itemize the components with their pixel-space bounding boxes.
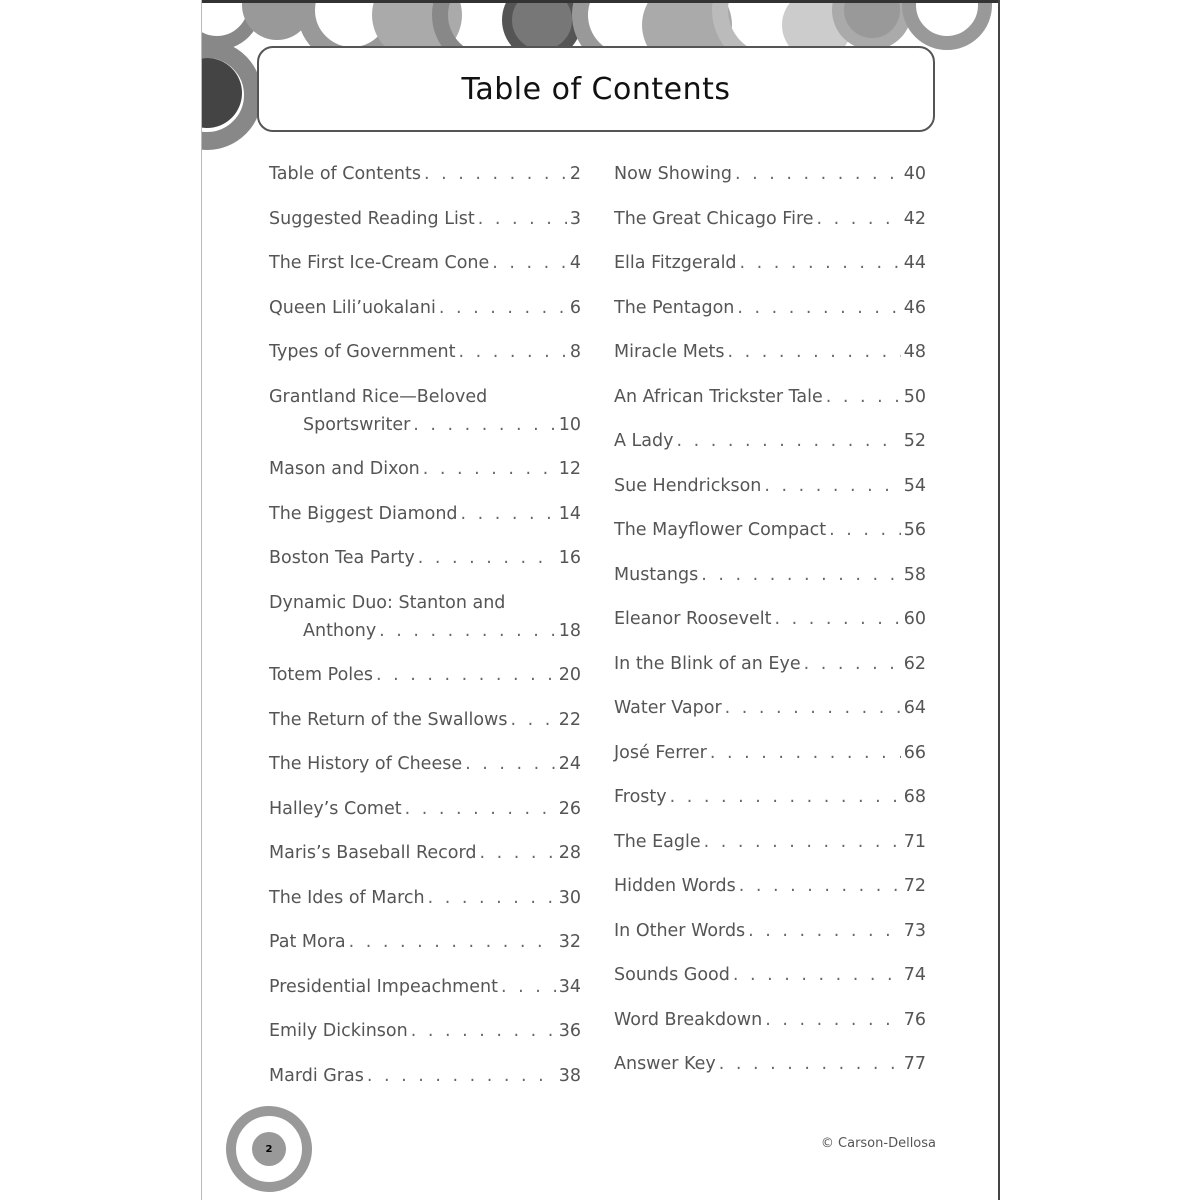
page-number: 2	[265, 1143, 273, 1155]
toc-entry: Halley’s Comet . . . 26	[269, 795, 581, 823]
toc-column-right	[614, 160, 926, 1095]
toc-entry: Totem Poles . . . 20	[269, 661, 581, 689]
toc-entry: A Lady . . . 52	[614, 427, 926, 455]
toc-column-left	[269, 160, 581, 1106]
toc-entry: The Ides of March . . . 30	[269, 884, 581, 912]
toc-entry: Types of Government . . . 8	[269, 338, 581, 366]
toc-entry: The History of Cheese . . . 24	[269, 750, 581, 778]
toc-entry: Pat Mora . . . 32	[269, 928, 581, 956]
toc-entry: An African Trickster Tale . . . 50	[614, 383, 926, 411]
toc-entry: Suggested Reading List . . . 3	[269, 205, 581, 233]
toc-entry: Now Showing . . . 40	[614, 160, 926, 188]
toc-entry: The Return of the Swallows . . . 22	[269, 706, 581, 734]
toc-entry: Emily Dickinson . . . 36	[269, 1017, 581, 1045]
toc-entry: Sounds Good . . . 74	[614, 961, 926, 989]
toc-entry: The Great Chicago Fire . . . 42	[614, 205, 926, 233]
toc-entry: The Mayflower Compact . . . 56	[614, 516, 926, 544]
toc-entry: José Ferrer . . . 66	[614, 739, 926, 767]
toc-entry: Word Breakdown . . . 76	[614, 1006, 926, 1034]
toc-entry: Boston Tea Party . . . 16	[269, 544, 581, 572]
toc-entry: Mason and Dixon . . . 12	[269, 455, 581, 483]
toc-entry: Mustangs . . . 58	[614, 561, 926, 589]
toc-entry: Sue Hendrickson . . . 54	[614, 472, 926, 500]
toc-entry: Ella Fitzgerald . . . 44	[614, 249, 926, 277]
toc-entry: Table of Contents . . . 2	[269, 160, 581, 188]
toc-entry: The First Ice-Cream Cone . . . 4	[269, 249, 581, 277]
page-title: Table of Contents	[461, 71, 731, 107]
top-border	[202, 0, 998, 3]
toc-entry: The Eagle . . . 71	[614, 828, 926, 856]
document-page	[201, 0, 1000, 1200]
toc-entry: Eleanor Roosevelt . . . 60	[614, 605, 926, 633]
toc-entry: Hidden Words . . . 72	[614, 872, 926, 900]
toc-entry: The Biggest Diamond . . . 14	[269, 500, 581, 528]
toc-entry: In the Blink of an Eye . . . 62	[614, 650, 926, 678]
toc-entry: Maris’s Baseball Record . . . 28	[269, 839, 581, 867]
toc-entry: Mardi Gras . . . 38	[269, 1062, 581, 1090]
toc-entry: In Other Words . . . 73	[614, 917, 926, 945]
toc-entry: Dynamic Duo: Stanton and Anthony . . . 18	[269, 589, 581, 645]
toc-entry: Queen Lili’uokalani . . . 6	[269, 294, 581, 322]
toc-entry: Miracle Mets . . . 48	[614, 338, 926, 366]
toc-entry: Presidential Impeachment . . . 34	[269, 973, 581, 1001]
toc-entry: Grantland Rice—Beloved Sportswriter . . . 10	[269, 383, 581, 439]
copyright: © Carson-Dellosa	[820, 1136, 936, 1151]
toc-entry: Water Vapor . . . 64	[614, 694, 926, 722]
toc-entry: Answer Key . . . 77	[614, 1050, 926, 1078]
page-number-badge	[226, 1106, 312, 1192]
toc-entry: The Pentagon . . . 46	[614, 294, 926, 322]
toc-entry: Frosty . . . 68	[614, 783, 926, 811]
title-banner	[257, 46, 935, 132]
